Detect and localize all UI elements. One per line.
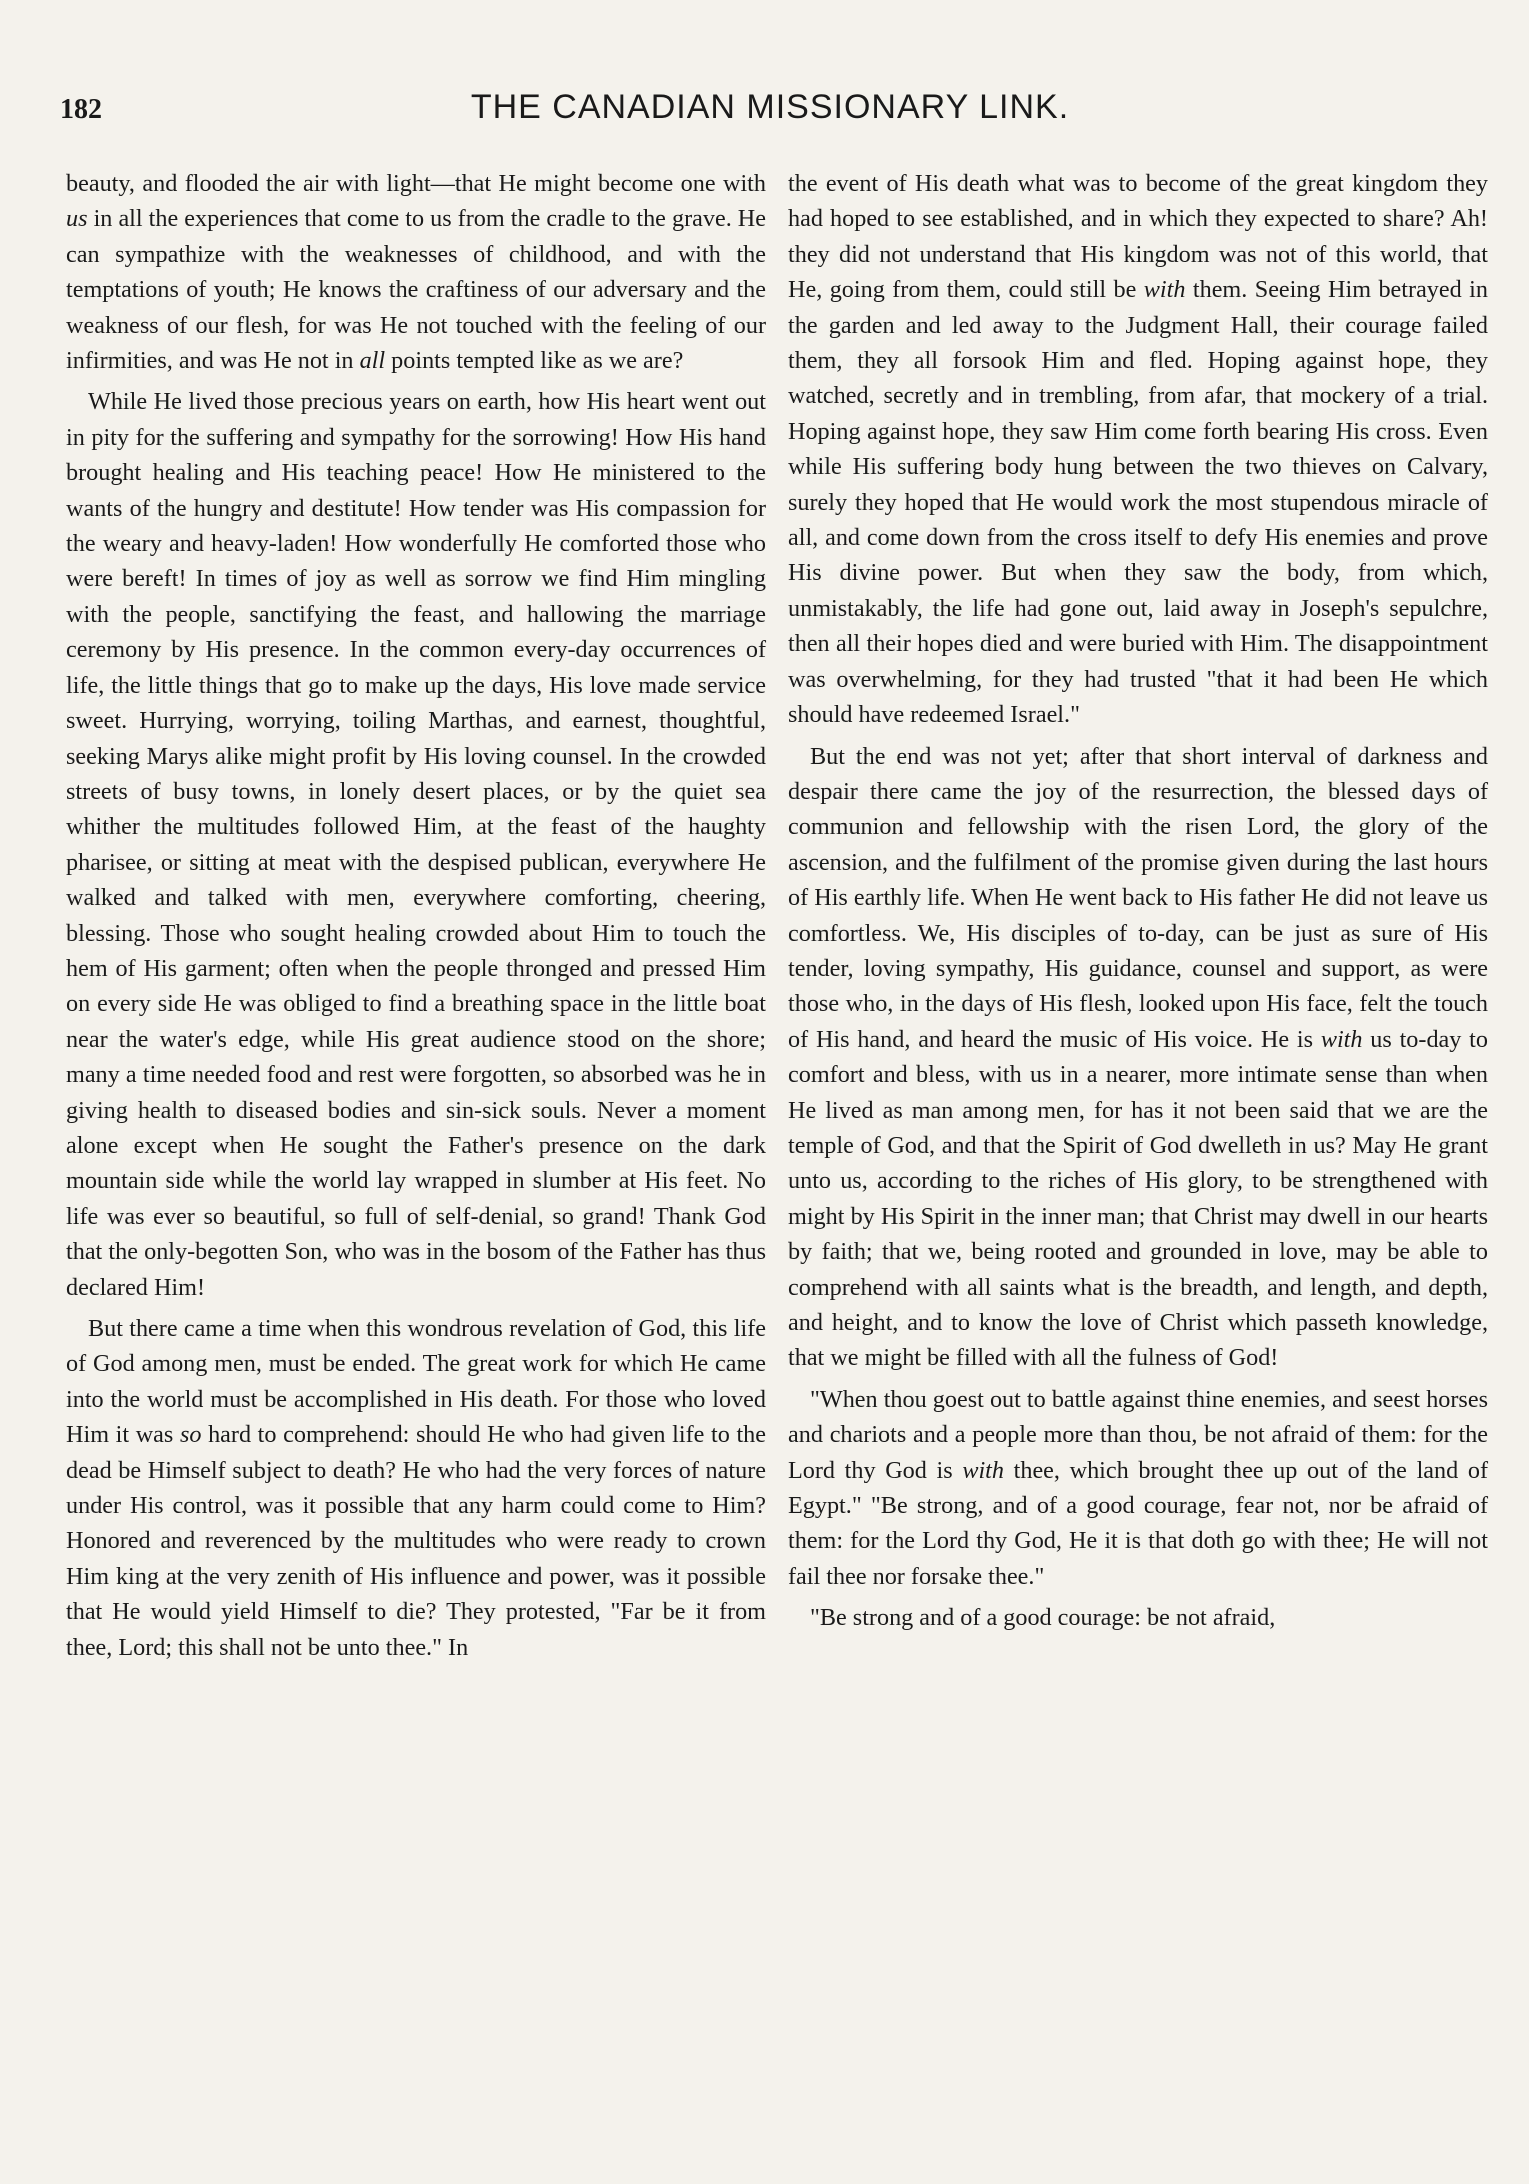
text-run: While He lived those precious years on earth, how His heart went out in pity for the suffering and sympathy for the sorrowing! How His hand brought healing and His teaching peace! How He ministered to the wants of the hungry and destitute! How tender was His compassion for the weary and heavy-laden! How wonderfully He comforted those who were bereft! In times of joy as well as sorrow we find Him mingling with the people, sanctifying the feast, and hallowing the marriage ceremony by His presence. In the common every-day occurrences of life, the little things that go to make up the days, His love made service sweet. Hurrying, worrying, toiling Marthas, and earnest, thoughtful, seeking Marys alike might profit by His loving counsel. In the crowded streets of busy towns, in lonely desert places, or by the quiet sea whither the multitudes followed Him, at the feast of the haughty pharisee, or sitting at meat with the despised publican, everywhere He walked and talked with men, everywhere comforting, cheering, blessing. Those who sought healing crowded about Him to touch the hem of His garment; often when the people thronged and pressed Him on every side He was obliged to find a breathing space in the little boat near the water's edge, while His great audience stood on the shore; many a time needed food and rest were forgotten, so absorbed was he in giving health to diseased bodies and sin-sick souls. Never a moment alone except when He sought the Father's presence on the dark mountain side while the world lay wrapped in slumber at His feet. No life was ever so beautiful, so full of self-denial, so grand! Thank God that the only-begotten Son, who was in the bosom of the Father has thus declared Him! [66, 388, 766, 1301]
text-run: in all the experiences that come to us from the cradle to the grave. He can sympathize with the weaknesses of childhood, and with the temptations of youth; He knows the craftiness of our adversary and the weakness of our flesh, for was He not touched with the feeling of our infirmities, and was He not in [66, 205, 766, 375]
page-number: 182 [60, 94, 102, 125]
journal-title: THE CANADIAN MISSIONARY LINK. [470, 88, 1070, 126]
paragraph [788, 166, 1488, 733]
text-run: us to-day to comfort and bless, with us in a nearer, more intimate sense than when He lived as man among men, for has it not been said that we are the temple of God, and that the Spirit of God dwelleth in us? May He grant unto us, according to the riches of His glory, to be strengthened with might by His Spirit in the inner man; that Christ may dwell in our hearts by faith; that we, being rooted and grounded in love, may be able to comprehend with all saints what is the breadth, and length, and depth, and height, and to know the love of Christ which passeth knowledge, that we might be filled with all the fulness of God! [788, 1025, 1488, 1372]
text-run: them. Seeing Him betrayed in the garden and led away to the Judgment Hall, their courage failed them, they all forsook Him and fled. Hoping against hope, they watched, secretly and in trembling, from afar, that mockery of a trial. Hoping against hope, they saw Him come forth bearing His cross. Even while His suffering body hung between the two thieves on Calvary, surely they hoped that He would work the most stupendous miracle of all, and come down from the cross itself to defy His enemies and prove His divine power. But when they saw the body, from which, unmistakably, the life had gone out, laid away in Joseph's sepulchre, then all their hopes died and were buried with Him. The disappointment was overwhelming, for they had trusted "that it had been He which should have redeemed Israel." [788, 276, 1488, 729]
paragraph [788, 1600, 1488, 1635]
paragraph [66, 1311, 766, 1665]
italic-text: with [1320, 1025, 1363, 1053]
paragraph [66, 166, 766, 378]
text-run: "Be strong and of a good courage: be not afraid, [810, 1604, 1276, 1632]
text-run: thee, which brought thee up out of the land of Egypt." "Be strong, and of a good courage, fear not, nor be afraid of them: for the Lord thy God, He it is that doth go with thee; He will not fail thee nor forsake thee." [788, 1456, 1489, 1590]
text-run: But there came a time when this wondrous revelation of God, this life of God among men, must be ended. The great work for which He came into the world must be accomplished in His death. For those who loved Him it was [66, 1315, 766, 1449]
paragraph [66, 384, 766, 1305]
page-header [60, 88, 1480, 138]
italic-text: so [179, 1421, 202, 1449]
text-run: "When thou goest out to battle against thine enemies, and seest horses and chariots and a people more than thou, be not afraid of them: for the Lord thy God is [788, 1385, 1488, 1484]
text-run: points tempted like as we are? [385, 347, 684, 375]
paragraph [788, 739, 1488, 1376]
paragraph [788, 1382, 1488, 1594]
text-run: the event of His death what was to become of the great kingdom they had hoped to see established, and in which they expected to share? Ah! they did not understand that His kingdom was not of this world, that He, going from them, could still be [788, 170, 1488, 304]
italic-text: with [1143, 276, 1186, 304]
left-column [66, 166, 766, 1665]
italic-text: us [66, 205, 88, 233]
italic-text: all [359, 347, 386, 375]
italic-text: with [962, 1456, 1004, 1484]
right-column [788, 166, 1488, 1636]
text-run: beauty, and flooded the air with light—that He might become one with [66, 170, 766, 197]
text-run: But the end was not yet; after that short interval of darkness and despair there came the joy of the resurrection, the blessed days of communion and fellowship with the risen Lord, the glory of the ascension, and the fulfilment of the promise given during the last hours of His earthly life. When He went back to His father He did not leave us comfortless. We, His disciples of to-day, can be just as sure of His tender, loving sympathy, His guidance, counsel and support, as were those who, in the days of His flesh, looked upon His face, felt the touch of His hand, and heard the music of His voice. He is [788, 742, 1488, 1053]
text-run: hard to comprehend: should He who had given life to the dead be Himself subject to death? He who had the very forces of nature under His control, was it possible that any harm could come to Him? Honored and reverenced by the multitudes who were ready to crown Him king at the very zenith of His influence and power, was it possible that He would yield Himself to die? They protested, "Far be it from thee, Lord; this shall not be unto thee." In [66, 1421, 766, 1661]
